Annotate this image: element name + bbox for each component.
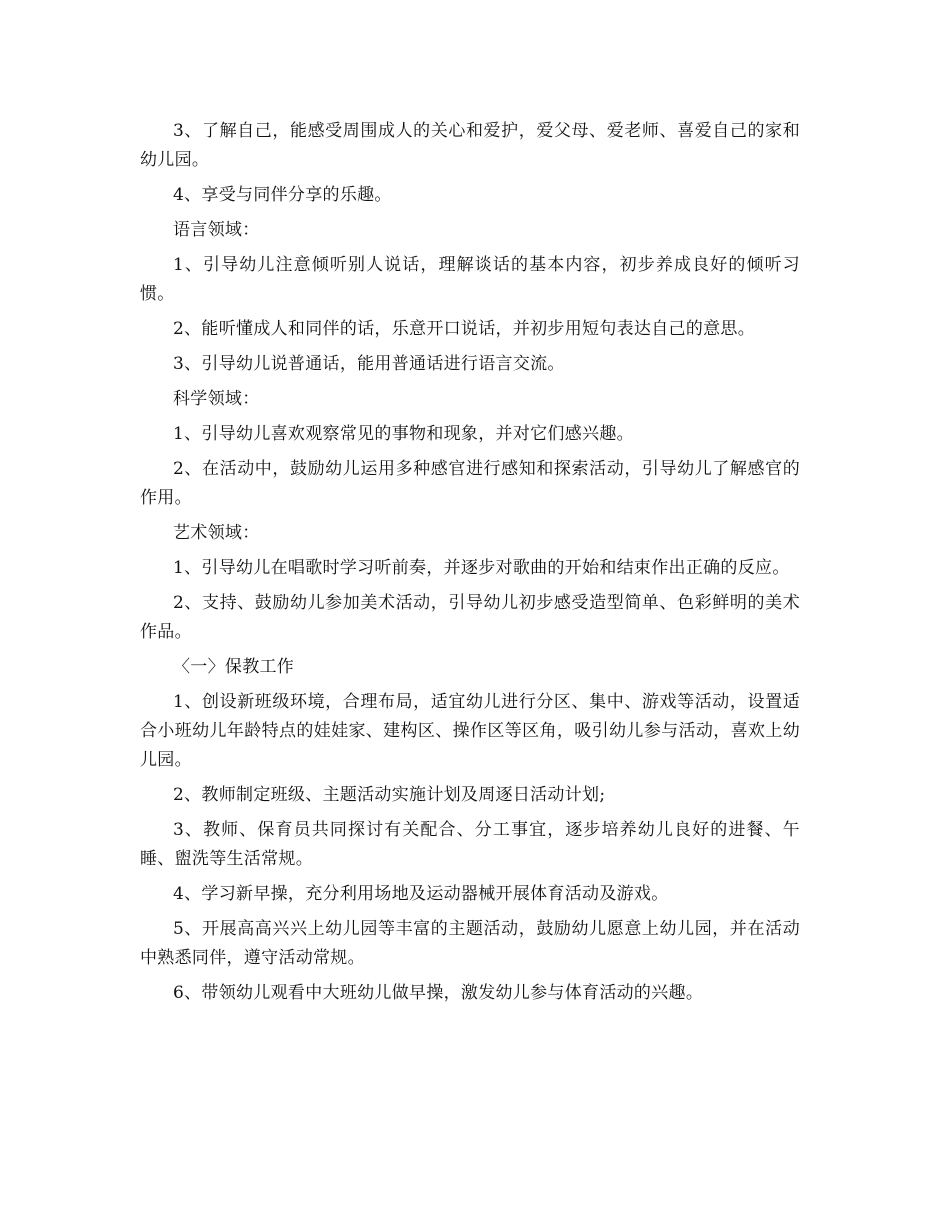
paragraph: 2、教师制定班级、主题活动实施计划及周逐日活动计划;	[173, 785, 606, 805]
paragraph: 4、学习新早操，充分利用场地及运动器械开展体育活动及游戏。	[173, 884, 669, 904]
document-body	[140, 117, 800, 1014]
section-heading-art: 艺术领域：	[173, 523, 260, 543]
paragraph: 1、引导幼儿注意倾听别人说话，理解谈话的基本内容，初步养成良好的倾听习惯。	[140, 255, 800, 304]
section-heading-science: 科学领域：	[173, 389, 260, 409]
paragraph: 1、引导幼儿喜欢观察常见的事物和现象，并对它们感兴趣。	[173, 424, 634, 444]
paragraph: 3、教师、保育员共同探讨有关配合、分工事宜，逐步培养幼儿良好的进餐、午睡、盥洗等生活常规。	[140, 820, 800, 869]
paragraph: 1、引导幼儿在唱歌时学习听前奏，并逐步对歌曲的开始和结束作出正确的反应。	[173, 558, 790, 578]
paragraph: 6、带领幼儿观看中大班幼儿做早操，激发幼儿参与体育活动的兴趣。	[173, 983, 704, 1003]
paragraph: 4、享受与同伴分享的乐趣。	[173, 185, 392, 205]
paragraph: 2、在活动中，鼓励幼儿运用多种感官进行感知和探索活动，引导幼儿了解感官的作用。	[140, 459, 800, 508]
section-heading-language: 语言领域：	[173, 220, 260, 240]
paragraph: 2、支持、鼓励幼儿参加美术活动，引导幼儿初步感受造型简单、色彩鲜明的美术作品。	[140, 593, 800, 642]
paragraph: 2、能听懂成人和同伴的话，乐意开口说话，并初步用短句表达自己的意思。	[173, 319, 756, 339]
paragraph: 3、了解自己，能感受周围成人的关心和爱护，爱父母、爱老师、喜爱自己的家和幼儿园。	[140, 121, 800, 170]
paragraph: 5、开展高高兴兴上幼儿园等丰富的主题活动，鼓励幼儿愿意上幼儿园，并在活动中熟悉同伴，遵守活动常规。	[140, 919, 800, 968]
section-heading-care-education: 〈一〉保教工作	[173, 657, 295, 677]
paragraph: 1、创设新班级环境，合理布局，适宜幼儿进行分区、集中、游戏等活动，设置适合小班幼儿年龄特点的娃娃家、建构区、操作区等区角，吸引幼儿参与活动，喜欢上幼儿园。	[140, 692, 800, 770]
paragraph: 3、引导幼儿说普通话，能用普通话进行语言交流。	[173, 354, 565, 374]
